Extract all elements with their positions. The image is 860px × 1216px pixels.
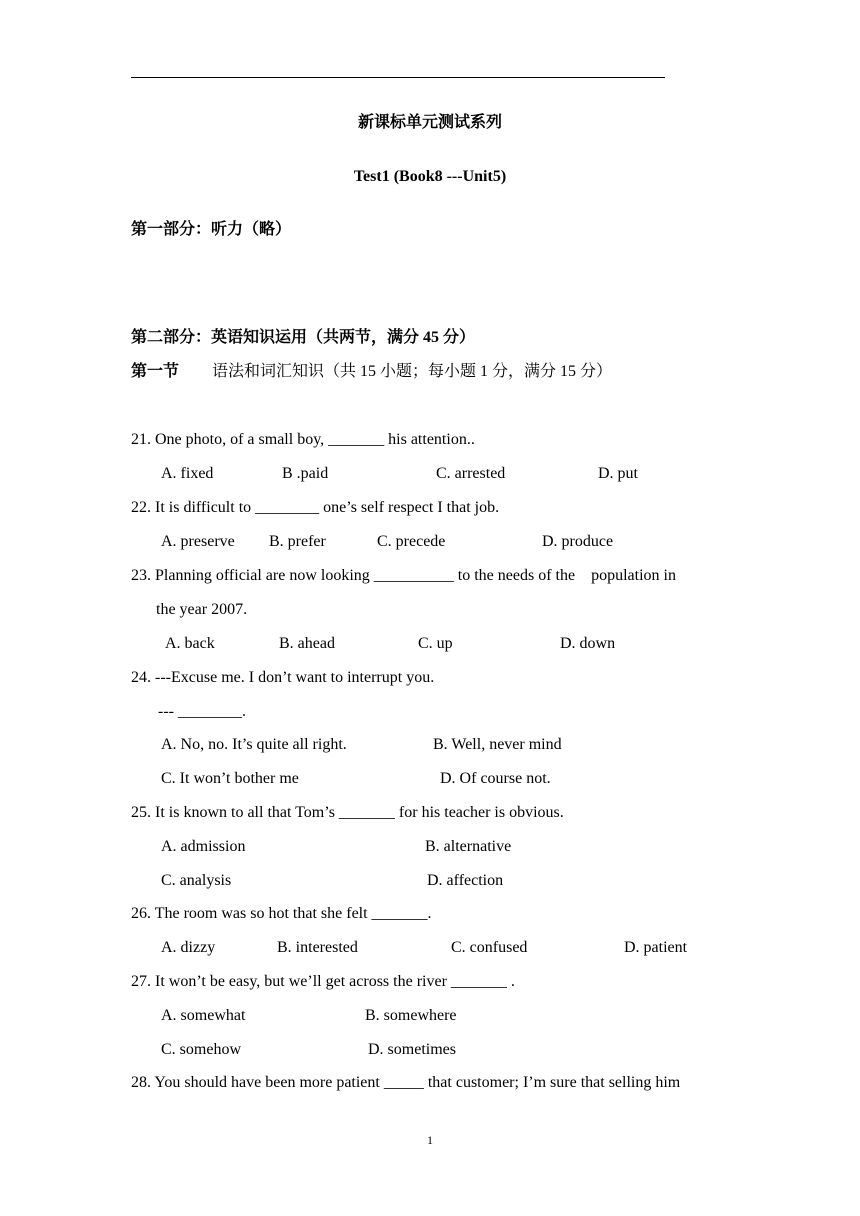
q24-option-d: D. Of course not. bbox=[440, 770, 551, 787]
question-28-stem: 28. You should have been more patient _____ that customer; I’m sure that selling him bbox=[131, 1074, 681, 1091]
q21-option-c: C. arrested bbox=[436, 465, 506, 482]
q23-option-d: D. down bbox=[560, 635, 616, 652]
q22-option-c: C. precede bbox=[377, 533, 446, 550]
q25-option-b: B. alternative bbox=[425, 838, 512, 855]
q22-option-d: D. produce bbox=[542, 533, 614, 550]
section1-description: 语法和词汇知识（共 15 小题；每小题 1 分，满分 15 分） bbox=[212, 363, 613, 380]
question-21-stem: 21. One photo, of a small boy, _______ his attention.. bbox=[131, 431, 475, 448]
q27-option-b: B. somewhere bbox=[365, 1007, 457, 1024]
question-23-stem-continued: the year 2007. bbox=[156, 601, 248, 618]
q25-option-a: A. admission bbox=[161, 838, 246, 855]
q26-option-c: C. confused bbox=[451, 939, 528, 956]
series-title: 新课标单元测试系列 bbox=[357, 114, 502, 131]
section1-label: 第一节 bbox=[131, 363, 180, 380]
q25-option-c: C. analysis bbox=[161, 872, 232, 889]
q21-option-b: B .paid bbox=[282, 465, 329, 482]
question-24-stem: 24. ---Excuse me. I don’t want to interrupt you. bbox=[131, 669, 435, 686]
q26-option-d: D. patient bbox=[624, 939, 688, 956]
part2-heading: 第二部分：英语知识运用（共两节，满分 45 分） bbox=[131, 329, 476, 346]
question-27-stem: 27. It won’t be easy, but we’ll get across the river _______ . bbox=[131, 973, 515, 990]
part1-heading: 第一部分：听力（略） bbox=[131, 221, 292, 238]
q25-option-d: D. affection bbox=[427, 872, 504, 889]
header-rule bbox=[131, 77, 665, 78]
question-24-response: --- ________. bbox=[158, 703, 246, 720]
question-22-stem: 22. It is difficult to ________ one’s self respect I that job. bbox=[131, 499, 500, 516]
q23-option-a: A. back bbox=[165, 635, 215, 652]
q23-option-b: B. ahead bbox=[279, 635, 335, 652]
q22-option-b: B. prefer bbox=[269, 533, 326, 550]
q26-option-b: B. interested bbox=[277, 939, 358, 956]
question-26-stem: 26. The room was so hot that she felt _______. bbox=[131, 905, 432, 922]
q22-option-a: A. preserve bbox=[161, 533, 235, 550]
q27-option-d: D. sometimes bbox=[368, 1041, 456, 1058]
q24-option-b: B. Well, never mind bbox=[433, 736, 562, 753]
q27-option-a: A. somewhat bbox=[161, 1007, 246, 1024]
page-number: 1 bbox=[427, 1133, 433, 1147]
question-25-stem: 25. It is known to all that Tom’s _______ for his teacher is obvious. bbox=[131, 804, 564, 821]
q21-option-d: D. put bbox=[598, 465, 638, 482]
q27-option-c: C. somehow bbox=[161, 1041, 241, 1058]
q24-option-a: A. No, no. It’s quite all right. bbox=[161, 736, 347, 753]
q23-option-c: C. up bbox=[418, 635, 453, 652]
question-23-stem: 23. Planning official are now looking __________ to the needs of the population in bbox=[131, 567, 676, 584]
q21-option-a: A. fixed bbox=[161, 465, 214, 482]
test-title: Test1 (Book8 ---Unit5) bbox=[353, 168, 507, 185]
q24-option-c: C. It won’t bother me bbox=[161, 770, 299, 787]
q26-option-a: A. dizzy bbox=[161, 939, 216, 956]
